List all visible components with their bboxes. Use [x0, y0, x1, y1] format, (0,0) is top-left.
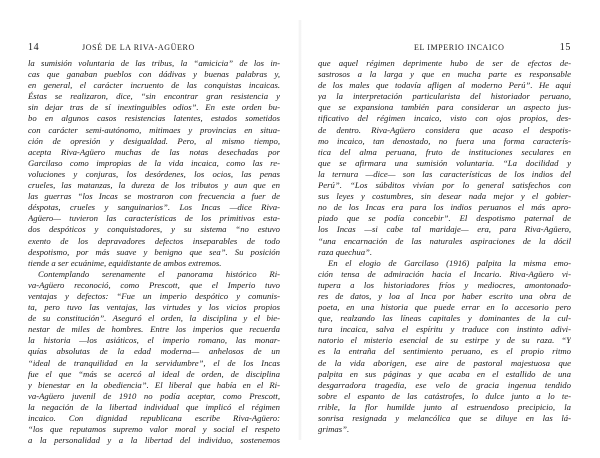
right-page	[300, 0, 600, 458]
text-line: de su constitución”. Aseguró el orden, la disciplina y el bie-	[28, 313, 280, 324]
text-line: ya la interpretación particularista del historiador peruano,	[318, 91, 571, 102]
text-line: voluciones y conjuras, los desórdenes, los ocios, las penas	[28, 168, 280, 179]
left-body-text	[28, 58, 280, 446]
text-line: palpita en sus páginas y que acaba en el estallido de una	[318, 368, 571, 379]
text-line: de dentro. Riva-Agüero considera que acaso el despotis-	[318, 124, 571, 135]
text-line: En el elogio de Garcilaso (1916) palpita la misma emo-	[328, 257, 571, 268]
left-page-number: 14	[28, 42, 40, 53]
text-line: ción tensa de admiración hacia el Incario. Riva-Agüero vi-	[318, 268, 571, 279]
text-line: poeta, en una historia que puede errar en lo accesorio pero	[318, 302, 571, 313]
text-line: sus leyes y costumbres, sin desear nada mejor y el gobier-	[318, 191, 571, 202]
left-running-head	[28, 42, 280, 56]
text-line: la ternura —dice— son las características de los indios del	[318, 168, 571, 179]
right-running-head-title: EL IMPERIO INCAICO	[414, 43, 505, 52]
text-line: que se afirmara una sumisión voluntaria. “La docilidad y	[318, 157, 571, 168]
text-line: sin dejar tras de sí inextinguibles odios”. En este orden bu-	[28, 102, 280, 113]
text-line: exento de los depravadores defectos inseparables de todo	[28, 235, 280, 246]
text-line: la sumisión voluntaria de las tribus, la “amicicia” de los in-	[28, 58, 280, 68]
text-line: grimas”.	[318, 424, 350, 435]
text-line: sonrisa resignada y melancólica que se diluye en las lá-	[318, 413, 571, 423]
right-running-head	[318, 42, 571, 56]
text-line: incaico. Con dignidad republicana escribe Riva-Agüero:	[28, 413, 280, 423]
left-running-head-title: JOSÉ DE LA RIVA-AGÜERO	[82, 43, 195, 52]
text-line: dos despóticos y conquistadores, y su sistema “no estuvo	[28, 224, 280, 235]
text-line: de los males que todavía afligen al moderno Perú”. He aquí	[318, 80, 571, 91]
text-line: fue el que “más se acercó al ideal de orden, de disciplina	[28, 368, 280, 379]
text-line: ción de opresión y desigualdad. Pero, al mismo tiempo,	[28, 135, 280, 146]
text-line: de la vida aborigen, ese aire de pastoral majestuosa que	[318, 357, 571, 368]
text-line: con carácter semi-autónomo, mitimaes y provincias en situa-	[28, 124, 280, 135]
text-line: la negación de la libertad individual que implicó el régimen	[28, 401, 280, 412]
text-line: Garcilaso como impropias de la vida incaica, como las re-	[28, 157, 280, 168]
text-line: desgarradora tragedia, ese velo de gracia ingenua tendido	[318, 379, 571, 390]
text-line: piado que se podía concebir”. El despotismo paternal de	[318, 213, 571, 224]
text-line: crueles, las matanzas, la dureza de los tributos y aun que en	[28, 180, 280, 191]
text-line: los Incas —si cabe tal maridaje— era, para Riva-Agüero,	[318, 224, 571, 235]
text-line: acepta Riva-Agüero muchas de las notas desechadas por	[28, 146, 280, 157]
text-line: res de datos, y loa al Inca por haber escrito una obra de	[318, 290, 571, 301]
text-line: a la personalidad y a la libertad del individuo, sostenemos	[28, 435, 280, 446]
text-line: sastrosos a la larga y que en mucha parte es responsable	[318, 69, 571, 80]
text-line: mo incaico, tan denostado, no fuera una forma caracterís-	[318, 135, 571, 146]
text-line: quías absolutas de la edad moderna— anhelosos de un	[28, 346, 280, 357]
text-line: que aquel régimen deprimente hubo de ser de efectos de-	[318, 58, 571, 68]
text-line: y bienestar en la obediencia”. El liberal que había en el Ri-	[28, 379, 280, 390]
text-line: las guerras “los Incas se mostraron con frecuencia a fuer de	[28, 191, 280, 202]
text-line: cas que ganaban pueblos con dádivas y buenas palabras y,	[28, 69, 280, 80]
text-line: tificativo del régimen incaico, visto con ojos propios, des-	[318, 113, 571, 124]
text-line: bo en algunos casos resistencias latentes, estados sometidos	[28, 113, 280, 124]
text-line: tupera a los historiadores fríos y mediocres, amontonado-	[318, 279, 571, 290]
text-line: rrible, la flor humilde junto al estruendoso precipicio, la	[318, 401, 571, 412]
text-line: “los que reputamos supremo valor moral y social el respeto	[28, 424, 280, 435]
text-line: raza quechua”.	[318, 246, 373, 257]
text-line: que se expansiona también para considerar un aspecto jus-	[318, 102, 571, 113]
text-line: en general, el carácter incruento de las conquistas incaicas.	[28, 80, 280, 91]
right-page-number: 15	[559, 42, 571, 53]
text-line: no de los Incas era para los indios peruanos el más apro-	[318, 202, 571, 213]
text-line: ventajas y defectos: “Fue un imperio despótico y comunis-	[28, 290, 280, 301]
text-line: Agüero— tuvieron las características de los primitivos esta-	[28, 213, 280, 224]
text-line: va-Agüero juvenil de 1910 no podía aceptar, como Prescott,	[28, 390, 280, 401]
text-line: tica del alma peruana, fruto de instituciones seculares en	[318, 146, 571, 157]
text-line: “ideal de tranquilidad en la servidumbre”, el de los Incas	[28, 357, 280, 368]
text-line: despotismo, por más suave y benigno que sea”. Su posición	[28, 246, 280, 257]
text-line: “una encarnación de las naturales aspiraciones de la dócil	[318, 235, 571, 246]
text-line: va-Agüero reconoció, como Prescott, que el Imperio tuvo	[28, 279, 280, 290]
text-line: que, realzando las líneas capitales y dominantes de la cul-	[318, 313, 571, 324]
text-line: déspotas, crueles y sanguinarios”. Los Incas —dice Riva-	[28, 202, 280, 213]
text-line: natorio el misterio esencial de su estirpe y de su raza. “Y	[318, 335, 571, 346]
right-body-text	[318, 58, 571, 435]
text-line: sobre el espanto de las catástrofes, lo dulce junto a lo te-	[318, 390, 571, 401]
text-line: tiende a ser ecuánime, equidistante de ambos extremos.	[28, 257, 222, 268]
text-line: tura incaica, salva el espíritu y traduce con instinto adivi-	[318, 324, 571, 335]
text-line: Perú”. “Los súbditos vivían por lo general satisfechos con	[318, 180, 571, 191]
text-line: Contemplando serenamente el panorama histórico Ri-	[38, 268, 280, 279]
text-line: nestar de miles de hombres. Entre los imperios que recuerda	[28, 324, 280, 335]
text-line: la historia —los asiáticos, el imperio romano, las monar-	[28, 335, 280, 346]
text-line: ta, pero tuvo las ventajas, las virtudes y los vicios propios	[28, 302, 280, 313]
text-line: es la entraña del sentimiento peruano, es el propio ritmo	[318, 346, 571, 357]
text-line: Éstas se realizaron, dice, “sin encontrar gran resistencia y	[28, 91, 280, 102]
